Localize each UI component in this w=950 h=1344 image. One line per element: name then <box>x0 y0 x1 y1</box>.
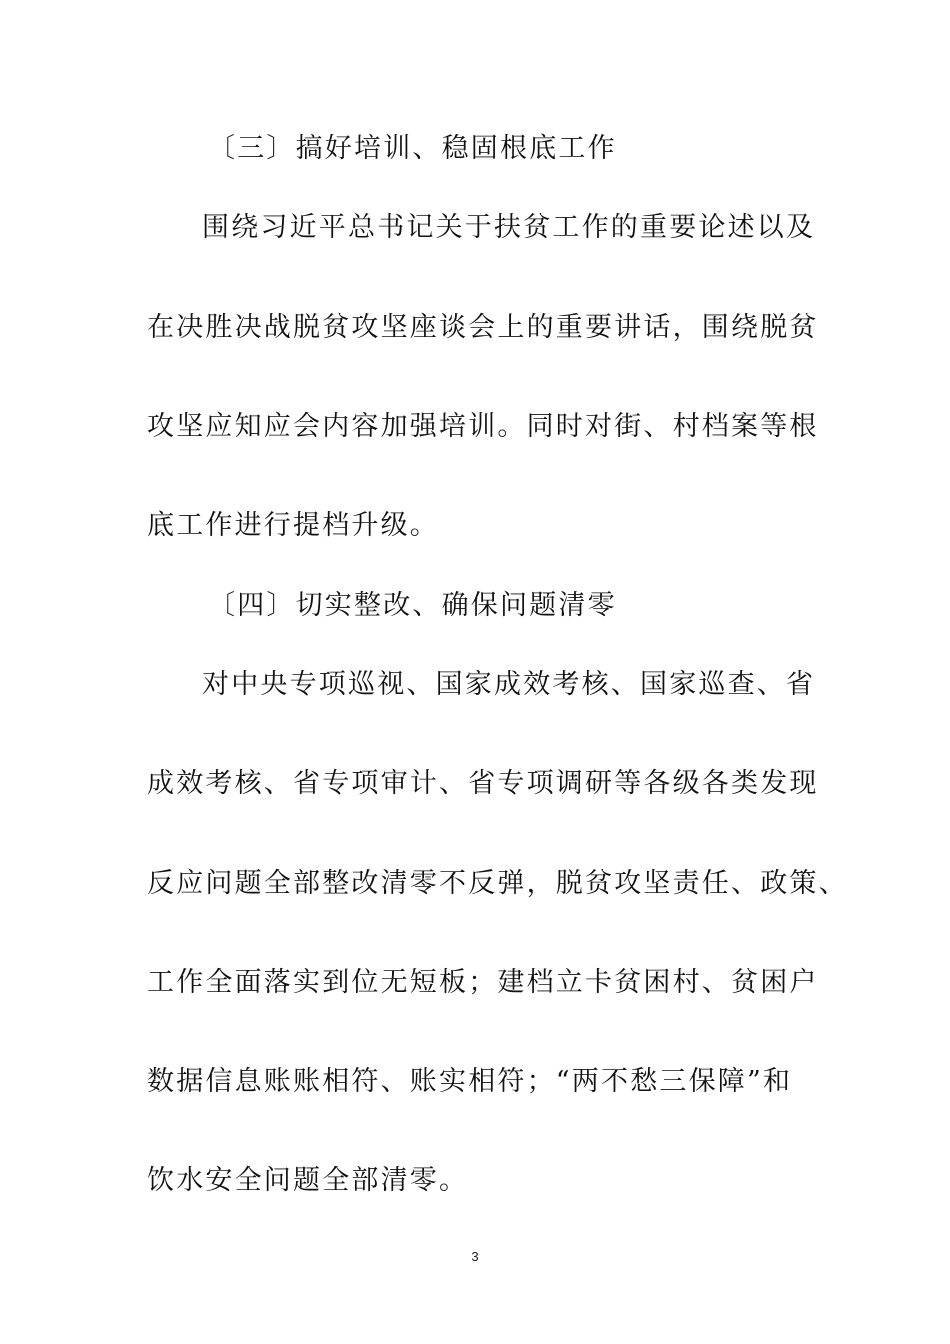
section-heading-3: 〔三〕搞好培训、稳固根底工作 <box>208 133 617 164</box>
paragraph-line: 对中央专项巡视、国家成效考核、国家巡查、省 <box>202 669 816 700</box>
paragraph-line: 在决胜决战脱贫攻坚座谈会上的重要讲话，围绕脱贫 <box>147 312 819 343</box>
paragraph-line: 攻坚应知应会内容加强培训。同时对街、村档案等根 <box>147 411 819 442</box>
paragraph-line: 数据信息账账相符、账实相符；“两不愁三保障”和 <box>147 1066 793 1097</box>
paragraph-line: 饮水安全问题全部清零。 <box>147 1165 469 1196</box>
paragraph-line: 成效考核、省专项审计、省专项调研等各级各类发现 <box>147 768 819 799</box>
paragraph-line: 底工作进行提档升级。 <box>147 510 439 541</box>
paragraph-line: 围绕习近平总书记关于扶贫工作的重要论述以及 <box>202 212 816 243</box>
page-number: 3 <box>471 1249 479 1264</box>
paragraph-line: 工作全面落实到位无短板；建档立卡贫困村、贫困户 <box>147 967 819 998</box>
paragraph-line: 反应问题全部整改清零不反弹，脱贫攻坚责任、政策、 <box>147 868 848 899</box>
section-heading-4: 〔四〕切实整改、确保问题清零 <box>208 590 617 621</box>
